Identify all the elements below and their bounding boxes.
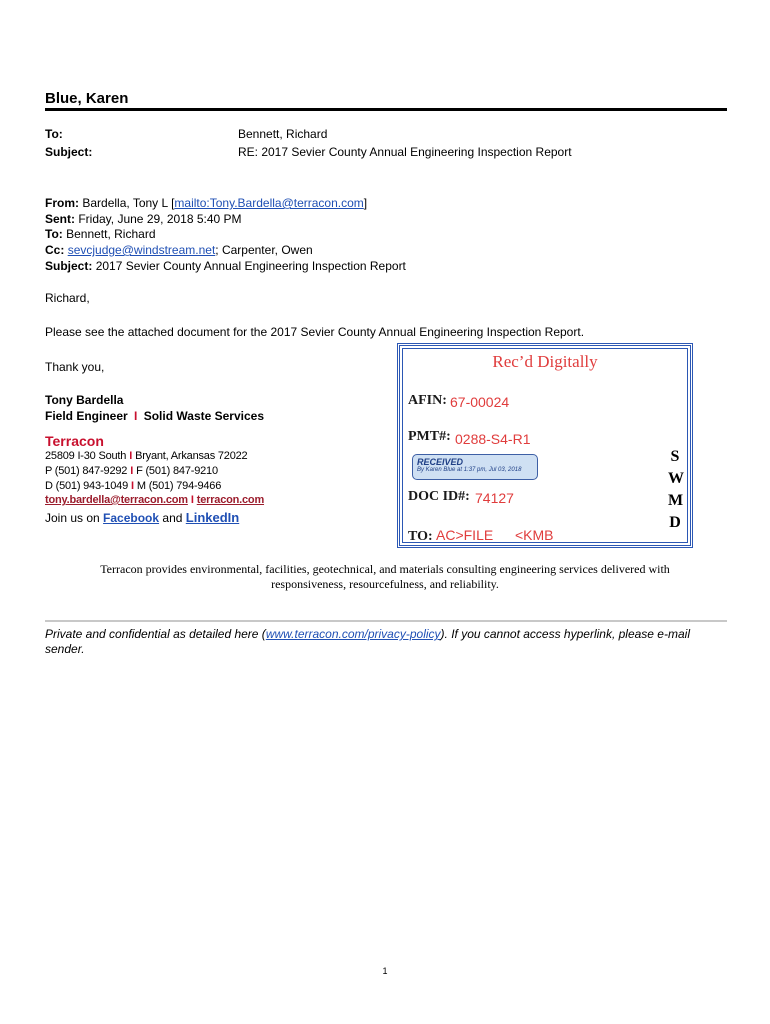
fwd-subject-value: 2017 Sevier County Annual Engineering Inspection Report — [95, 259, 406, 273]
side-letter: D — [669, 514, 681, 531]
from-close: ] — [363, 196, 368, 210]
signature-title — [45, 409, 264, 423]
to-label: To: — [45, 127, 63, 141]
received-badge — [412, 454, 538, 480]
received-stamp — [397, 343, 693, 548]
from-name: Bardella, Tony L [ — [82, 196, 175, 210]
mobile-number: M (501) 794-9466 — [136, 480, 222, 492]
signature-title-role: Field Engineer — [45, 409, 128, 423]
direct-mobile-line — [45, 479, 221, 494]
afin-label: AFIN: — [408, 393, 447, 408]
signature-email-link[interactable]: tony.bardella@terracon.com — [45, 494, 188, 506]
phone-separator: I — [130, 465, 134, 477]
fwd-subject-label: Subject: — [45, 259, 93, 273]
message-text: Please see the attached document for the 2017 Sevier County Annual Engineering Inspection Report. — [45, 325, 585, 339]
street-address: 25809 I-30 South — [45, 450, 127, 462]
forwarded-cc — [45, 242, 313, 258]
stamp-to-value-2: <KMB — [515, 527, 554, 543]
title-separator: I — [134, 409, 138, 423]
cc-rest: ; Carpenter, Owen — [215, 243, 313, 257]
from-label: From: — [45, 196, 79, 210]
doc-id-value: 74127 — [475, 490, 514, 506]
fwd-to-value: Bennett, Richard — [66, 227, 156, 241]
pmt-value: 0288-S4-R1 — [455, 431, 531, 447]
to-value: Bennett, Richard — [238, 127, 328, 141]
linkedin-link[interactable]: LinkedIn — [185, 510, 240, 525]
afin-value: 67-00024 — [450, 394, 510, 410]
and-text: and — [162, 511, 183, 525]
sent-value: Friday, June 29, 2018 5:40 PM — [78, 212, 242, 226]
received-title: RECEIVED — [417, 457, 464, 467]
doc-id-label: DOC ID#: — [408, 489, 470, 504]
page-number: 1 — [382, 966, 388, 976]
forwarded-subject — [45, 258, 406, 274]
join-text: Join us on — [45, 511, 100, 525]
subject-value: RE: 2017 Sevier County Annual Engineering Inspection Report — [238, 145, 572, 159]
side-letters — [668, 446, 682, 534]
city-address: Bryant, Arkansas 72022 — [135, 450, 248, 462]
forwarded-sent — [45, 211, 242, 227]
stamp-to-label: TO: — [408, 529, 433, 544]
privacy-pre: Private and confidential as detailed here ( — [45, 627, 266, 641]
company-tagline: Terracon provides environmental, facilities, geotechnical, and materials consulting engineering services delivered with responsiveness, resourcefulness, and reliability. — [100, 562, 670, 591]
signature-title-dept: Solid Waste Services — [143, 409, 264, 423]
stamp-to-value-1: AC>FILE — [436, 527, 494, 543]
header-divider — [45, 108, 727, 111]
footer-divider — [45, 620, 727, 622]
pmt-label: PMT#: — [408, 429, 451, 444]
direct-number: D (501) 943-1049 — [45, 480, 129, 492]
web-separator: I — [190, 494, 194, 506]
subject-label: Subject: — [45, 145, 93, 159]
sent-label: Sent: — [45, 212, 75, 226]
web-line — [45, 493, 264, 508]
social-line — [45, 510, 239, 525]
forwarded-to — [45, 226, 156, 242]
side-letter: W — [668, 470, 684, 487]
company-name: Terracon — [45, 433, 104, 449]
fax-number: F (501) 847-9210 — [136, 465, 218, 477]
side-letter: S — [670, 448, 680, 465]
address-line — [45, 449, 247, 464]
side-letter: M — [668, 492, 684, 509]
privacy-policy-link[interactable]: www.terracon.com/privacy-policy — [265, 627, 441, 641]
forwarded-from — [45, 195, 367, 211]
phone-number: P (501) 847-9292 — [45, 465, 128, 477]
signature-name: Tony Bardella — [45, 393, 124, 407]
addr-separator: I — [129, 450, 133, 462]
cc-email-link[interactable]: sevcjudge@windstream.net — [67, 243, 216, 257]
greeting: Richard, — [45, 291, 90, 305]
cc-label: Cc: — [45, 243, 65, 257]
facebook-link[interactable]: Facebook — [103, 511, 160, 525]
sender-name: Blue, Karen — [45, 90, 129, 107]
phone-fax-line — [45, 464, 218, 479]
from-mailto-link[interactable]: mailto:Tony.Bardella@terracon.com — [174, 196, 364, 210]
direct-separator: I — [131, 480, 134, 492]
fwd-to-label: To: — [45, 227, 63, 241]
privacy-post: ). If you cannot access hyperlink, please e-mail sender. — [45, 627, 690, 656]
stamp-title: Rec’d Digitally — [492, 352, 598, 371]
website-link[interactable]: terracon.com — [196, 494, 265, 506]
received-subtitle: By Karen Blue at 1:37 pm, Jul 03, 2018 — [417, 467, 522, 473]
privacy-notice — [45, 627, 730, 657]
thanks-text: Thank you, — [45, 360, 105, 374]
